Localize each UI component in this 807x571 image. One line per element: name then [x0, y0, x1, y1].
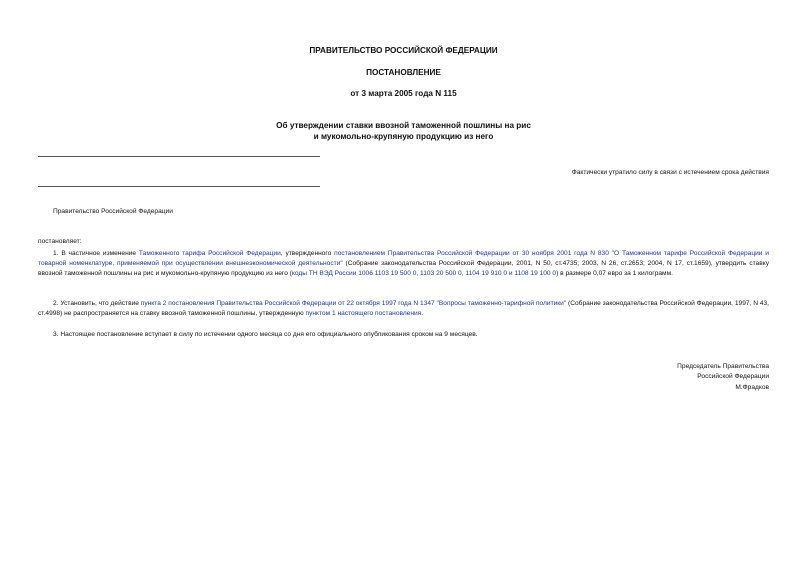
- signature-title-2: Российской Федерации: [697, 373, 769, 381]
- paragraph-3: 3. Настоящее постановление вступает в силу по истечении одного месяца со дня его официального опубликования сроком на 9 месяцев.: [53, 331, 478, 338]
- link-tn-ved-codes[interactable]: коды ТН ВЭД России 1006 1103 19 500 0, 1103 20 500 0, 1104 19 910 0 и 1108 19 100 0: [291, 270, 557, 278]
- government-heading: ПРАВИТЕЛЬСТВО РОССИЙСКОЙ ФЕДЕРАЦИИ: [309, 46, 498, 55]
- link-decree-1347[interactable]: пункта 2 постановления Правительства Российской Федерации от 22 октября 1997 года N 1347 "Вопросы таможенно-тарифной политики": [140, 300, 567, 307]
- p1-text-4: ) в размере 0,07 евро за 1 килограмм.: [556, 270, 673, 278]
- link-point-1[interactable]: пунктом 1 настоящего постановления: [305, 310, 422, 318]
- signature-block: [569, 362, 769, 393]
- divider-bottom: [38, 186, 320, 187]
- signature-title-1: Председатель Правительства: [677, 363, 769, 370]
- link-customs-tariff[interactable]: Таможенного тарифа Российской Федерации: [138, 250, 281, 257]
- p1-text-1: 1. В частичное изменение: [53, 250, 139, 257]
- paragraph-2: [38, 299, 769, 319]
- date-number: от 3 марта 2005 года N 115: [350, 89, 457, 98]
- paragraph-1: [38, 249, 769, 280]
- p1-text-3: (Собрание законодательства Российской Федерации, 2001, N 50, ст.4735; 2003, N 26, ст.2653; 2004, N 17, ст.1659), утвердить ставку ввозной таможенной пошлины на рис и мукомольно-крупяную продукцию из него (: [38, 260, 769, 278]
- title-line-2: и мукомольно-крупяную продукцию из него: [313, 132, 494, 141]
- title-line-1: Об утверждении ставки ввозной таможенной пошлины на рис: [276, 121, 531, 130]
- preamble: Правительство Российской Федерации: [53, 208, 173, 215]
- divider-top: [38, 156, 320, 157]
- decrees-word: постановляет:: [38, 238, 82, 245]
- p2-text-3: .: [421, 310, 424, 318]
- signature-name: М.Фрадков: [735, 383, 769, 391]
- document-type: ПОСТАНОВЛЕНИЕ: [366, 68, 441, 77]
- status-note: Фактически утратило силу в связи с истечением срока действия: [571, 169, 769, 176]
- p2-text-2: (Собрание законодательства Российской Федерации, 1997, N 43, ст.4998) не распространяется на ставку ввозной таможенной пошлины, утвержденную: [38, 300, 770, 318]
- p2-text-1: 2. Установить, что действие: [53, 300, 141, 307]
- p1-text-2: , утвержденного: [280, 250, 335, 257]
- link-decree-830[interactable]: постановлением Правительства Российской Федерации от 30 ноября 2001 года N 830 "О Таможенном тарифе Российской Федерации и товарной номенклатуре, применяемой при осуществлении внешнеэкономической деятельности": [38, 250, 769, 268]
